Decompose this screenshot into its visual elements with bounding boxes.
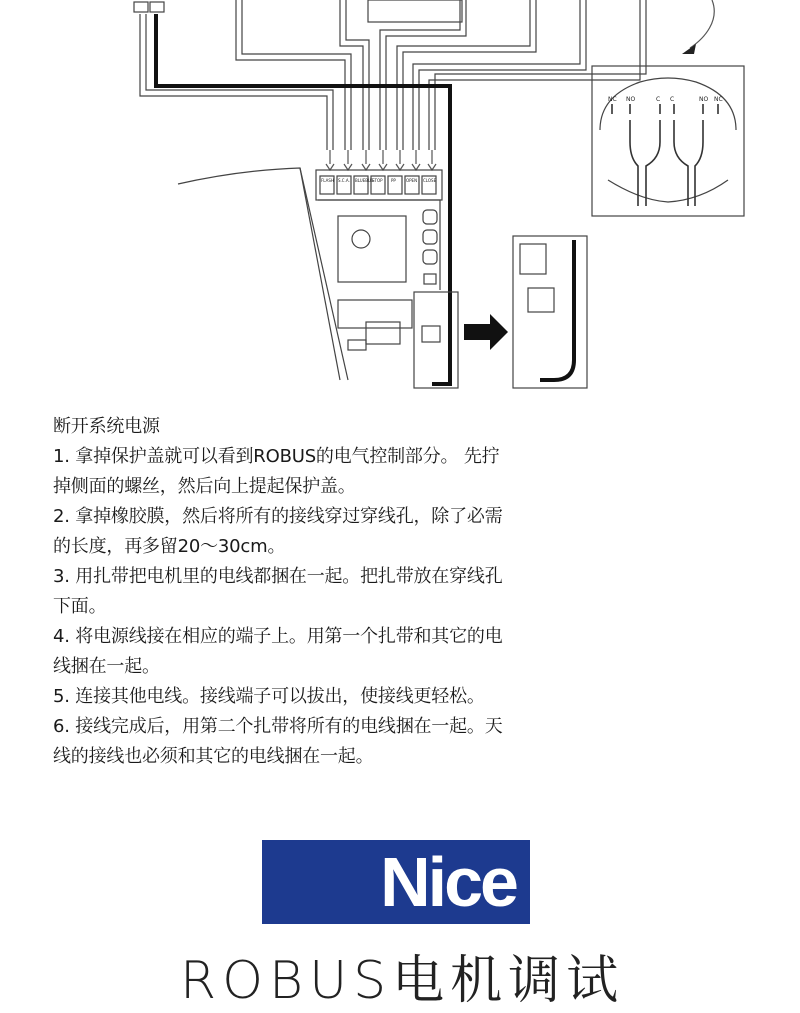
instruction-step: 4. 将电源线接在相应的端子上。用第一个扎带和其它的电 线捆在一起。 [53, 626, 503, 677]
instruction-step: 1. 拿掉保护盖就可以看到ROBUS的电气控制部分。 先拧 掉侧面的螺丝，然后向上提起保护盖。 [53, 446, 500, 497]
instruction-step: 2. 拿掉橡胶膜，然后将所有的接线穿过穿线孔，除了必需 的长度，再多留20～30cm。 [53, 506, 503, 557]
section-title: ROBUS电机调试 [180, 951, 625, 1011]
logo-text: Nice [380, 843, 516, 921]
nice-logo [262, 840, 530, 924]
contact-label: NO [699, 96, 709, 103]
wiring-diagram [0, 0, 800, 400]
terminal-label: FLASH [321, 178, 334, 183]
instruction-step: 6. 接线完成后，用第二个扎带将所有的电线捆在一起。天 线的接线也必须和其它的电线捆在一起。 [53, 716, 503, 767]
connector-box-left [134, 2, 148, 12]
instruction-step: 5. 连接其他电线。接线端子可以拔出，使接线更轻松。 [53, 686, 485, 707]
terminal-label: STOP [372, 178, 383, 183]
contact-label: C [656, 96, 661, 103]
terminal-label: S.C.A. [338, 178, 350, 183]
top-device-box [368, 0, 462, 22]
terminal-label: BLUEBUS [355, 178, 374, 183]
contact-label: NC [714, 96, 723, 103]
instructions-heading: 断开系统电源 [53, 416, 160, 437]
terminal-label: PP [391, 178, 396, 183]
relay-detail-box [592, 66, 744, 216]
terminal-label: CLOSE [423, 178, 437, 183]
terminal-label: OPEN [406, 178, 418, 183]
instruction-step: 3. 用扎带把电机里的电线都捆在一起。把扎带放在穿线孔 下面。 [53, 566, 503, 617]
instructions-block [53, 412, 593, 772]
contact-label: NC [608, 96, 617, 103]
contact-label: NO [626, 96, 636, 103]
contact-label: C [670, 96, 675, 103]
connector-box-right [150, 2, 164, 12]
